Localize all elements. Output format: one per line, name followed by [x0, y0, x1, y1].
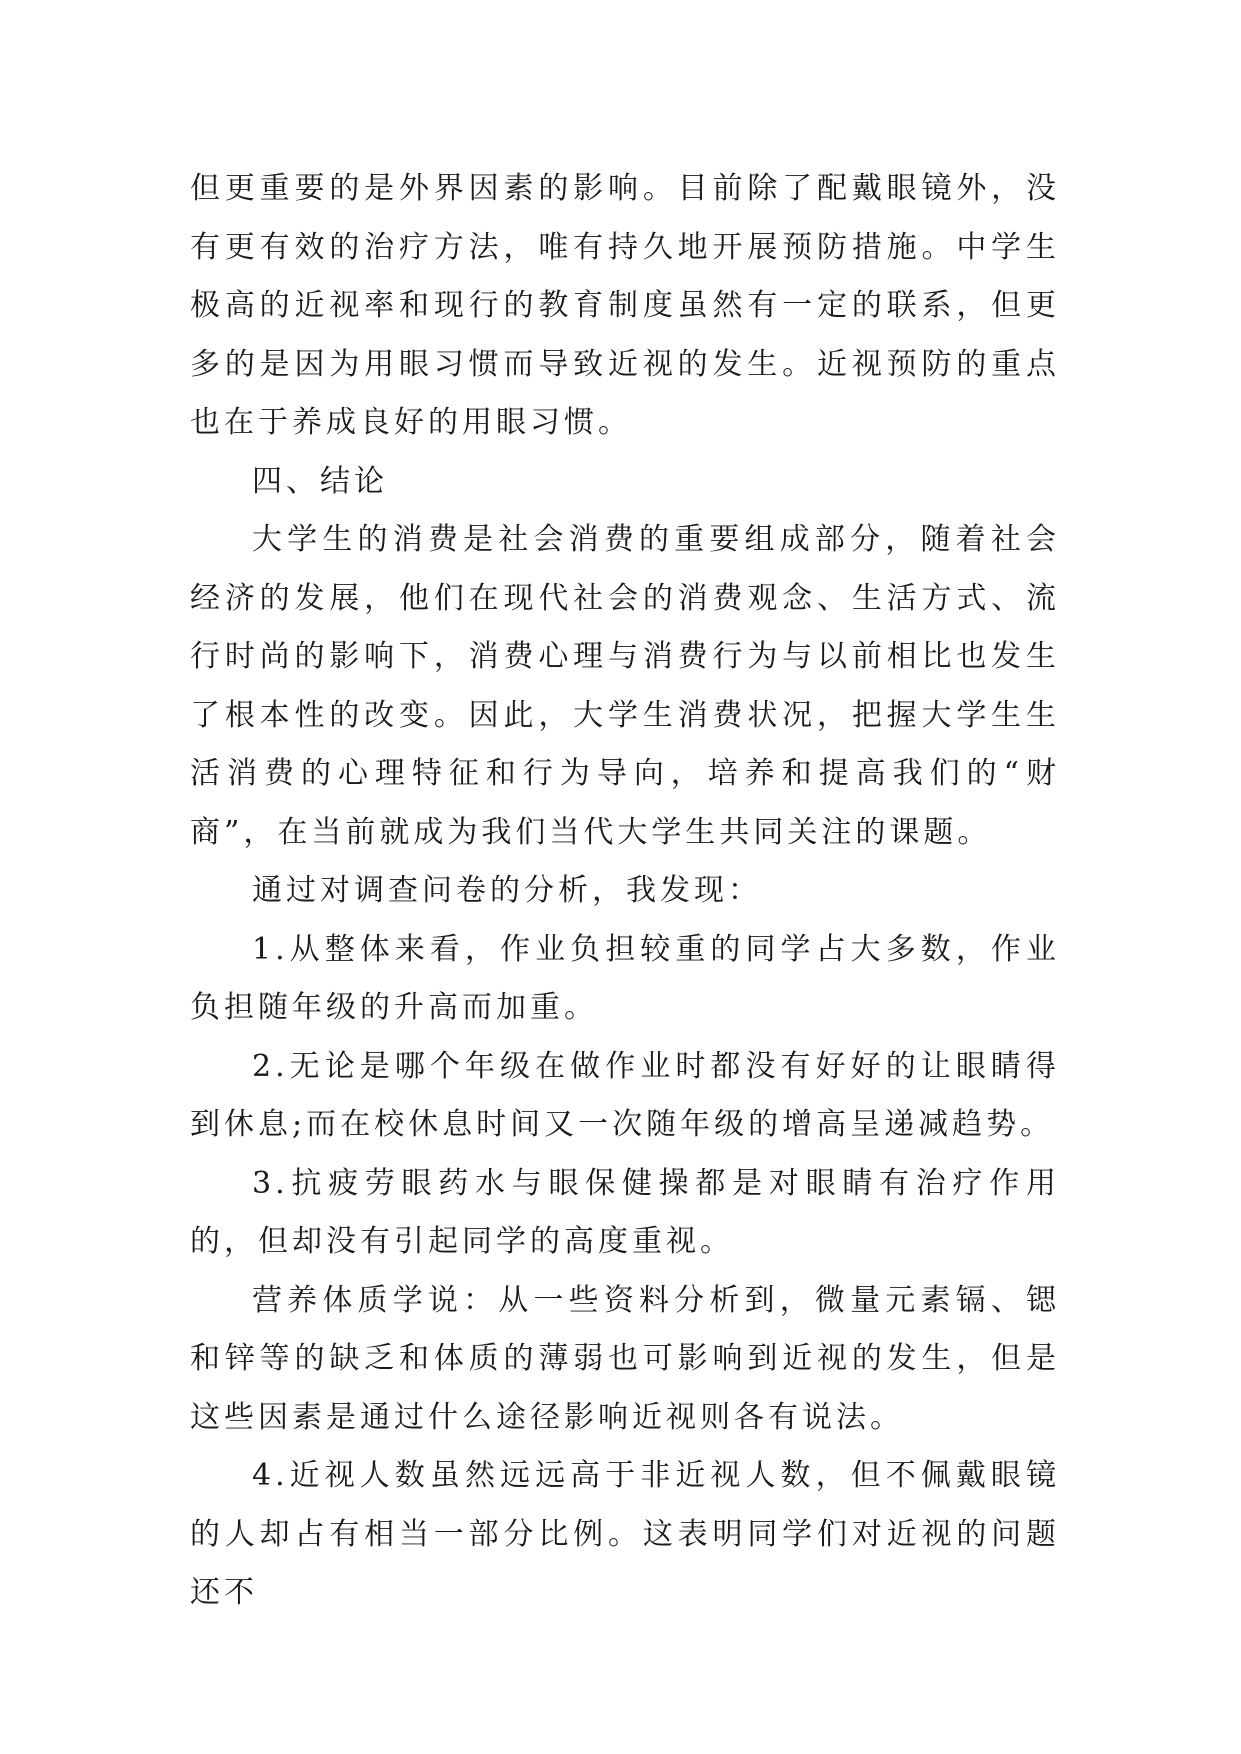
paragraph-survey-intro: 通过对调查问卷的分析，我发现： [252, 873, 762, 908]
finding-item-2: 2.无论是哪个年级在做作业时都没有好好的让眼睛得到休息;而在校休息时间又一次随年级的增高呈递减趋势。 [190, 1048, 1060, 1142]
paragraph-nutrition-theory: 营养体质学说：从一些资料分析到，微量元素镉、锶和锌等的缺乏和体质的薄弱也可影响到近视的发生，但是这些因素是通过什么途径影响近视则各有说法。 [190, 1282, 1060, 1435]
paragraph-continuation: 但更重要的是外界因素的影响。目前除了配戴眼镜外，没有更有效的治疗方法，唯有持久地开展预防措施。中学生极高的近视率和现行的教育制度虽然有一定的联系，但更多的是因为用眼习惯而导致近视的发生。近视预防的重点也在于养成良好的用眼习惯。 [190, 171, 1060, 440]
finding-item-4: 4.近视人数虽然远远高于非近视人数，但不佩戴眼镜的人却占有相当一部分比例。这表明同学们对近视的问题还不 [190, 1458, 1060, 1610]
document-page [190, 160, 1060, 1623]
paragraph-student-consumption: 大学生的消费是社会消费的重要组成部分，随着社会经济的发展，他们在现代社会的消费观念、生活方式、流行时尚的影响下，消费心理与消费行为与以前相比也发生了根本性的改变。因此，大学生消费状况，把握大学生生活消费的心理特征和行为导向，培养和提高我们的“财商”，在当前就成为我们当代大学生共同关注的课题。 [190, 522, 1060, 850]
finding-item-1: 1.从整体来看，作业负担较重的同学占大多数，作业负担随年级的升高而加重。 [190, 931, 1060, 1025]
section-heading-conclusion: 四、结论 [252, 463, 388, 499]
finding-item-3: 3.抗疲劳眼药水与眼保健操都是对眼睛有治疗作用的，但却没有引起同学的高度重视。 [190, 1165, 1060, 1259]
